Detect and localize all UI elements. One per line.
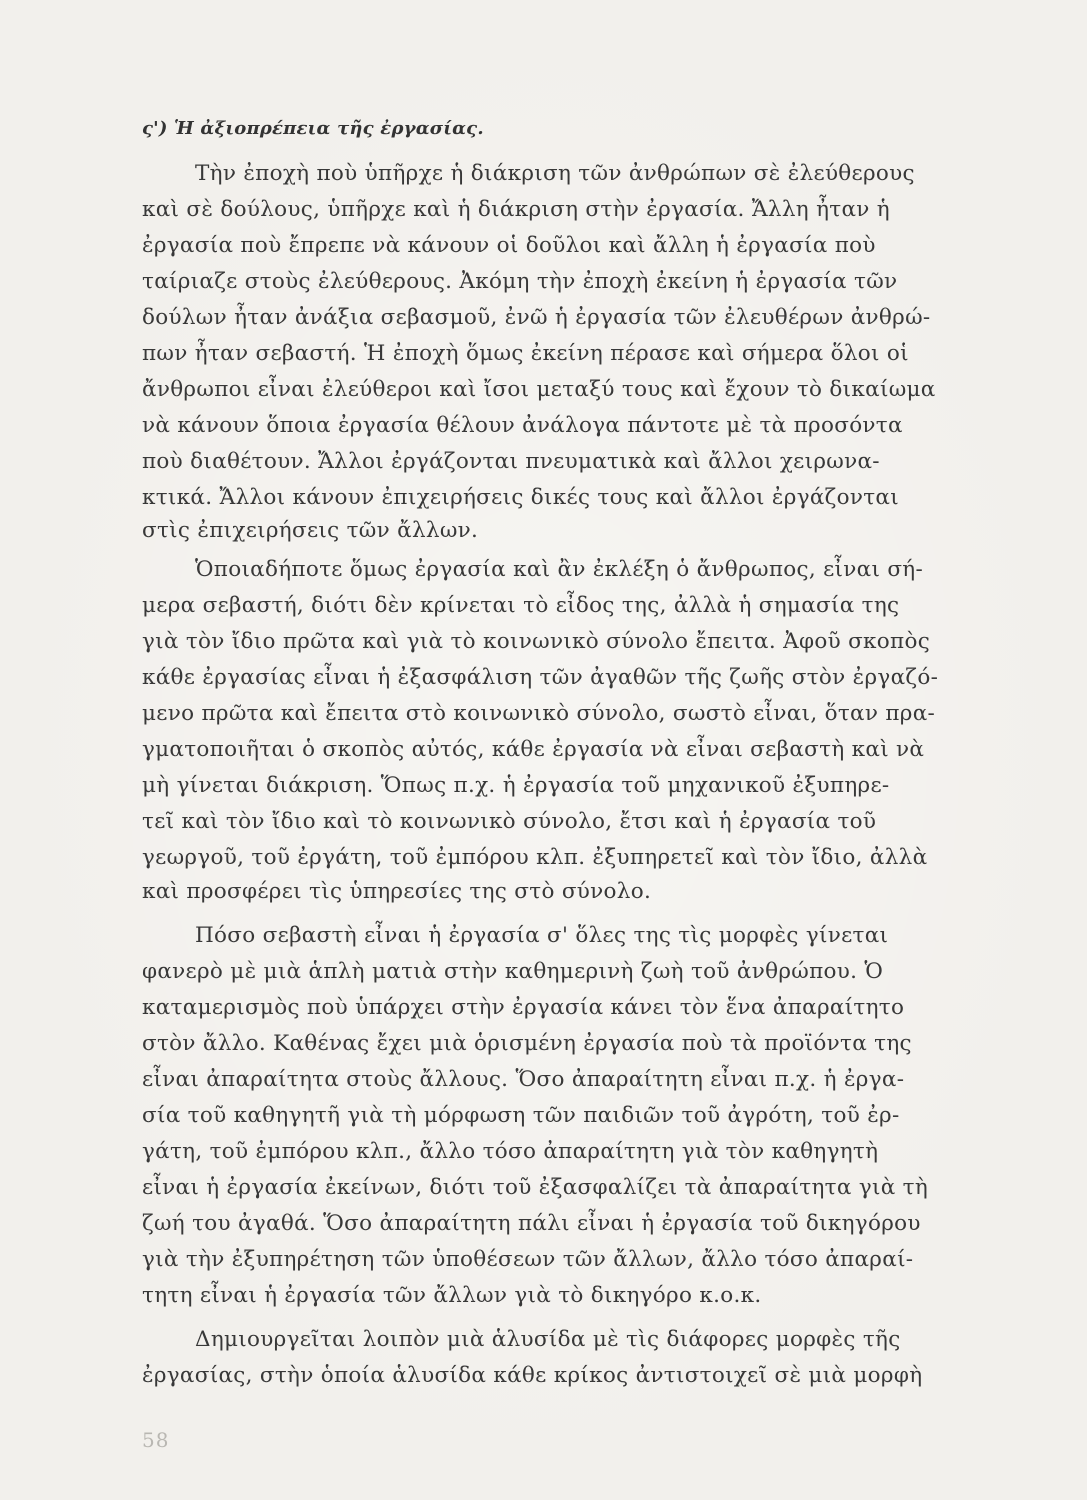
text-line: σία τοῦ καθηγητῆ γιὰ τὴ μόρφωση τῶν παιδιῶν τοῦ ἀγρότη, τοῦ ἐρ-	[142, 1103, 900, 1128]
text-line: ἐργασίας, στὴν ὁποία ἁλυσίδα κάθε κρίκος ἀντιστοιχεῖ σὲ μιὰ μορφὴ	[142, 1363, 923, 1388]
text-line: Τὴν ἐποχὴ ποὺ ὑπῆρχε ἡ διάκριση τῶν ἀνθρώπων σὲ ἐλεύθερους	[195, 161, 915, 186]
text-line: κάθε ἐργασίας εἶναι ἡ ἐξασφάλιση τῶν ἀγαθῶν τῆς ζωῆς στὸν ἐργαζό-	[142, 665, 939, 690]
text-line: ἄνθρωποι εἶναι ἐλεύθεροι καὶ ἴσοι μεταξύ τους καὶ ἔχουν τὸ δικαίωμα	[142, 377, 936, 402]
text-line: Δημιουργεῖται λοιπὸν μιὰ ἁλυσίδα μὲ τὶς διάφορες μορφὲς τῆς	[195, 1327, 901, 1352]
page-number: 58	[142, 1428, 170, 1452]
text-line: ποὺ διαθέτουν. Ἄλλοι ἐργάζονται πνευματικὰ καὶ ἄλλοι χειρωνα-	[142, 449, 880, 474]
text-line: δούλων ἦταν ἀνάξια σεβασμοῦ, ἐνῶ ἡ ἐργασία τῶν ἐλευθέρων ἀνθρώ-	[142, 305, 931, 330]
text-line: τητη εἶναι ἡ ἐργασία τῶν ἄλλων γιὰ τὸ δικηγόρο κ.ο.κ.	[142, 1283, 762, 1308]
text-line: φανερὸ μὲ μιὰ ἁπλὴ ματιὰ στὴν καθημερινὴ ζωὴ τοῦ ἀνθρώπου. Ὁ	[142, 959, 884, 984]
text-line: πων ἦταν σεβαστή. Ἡ ἐποχὴ ὅμως ἐκείνη πέρασε καὶ σήμερα ὅλοι οἱ	[142, 341, 909, 366]
text-line: εἶναι ἡ ἐργασία ἐκείνων, διότι τοῦ ἐξασφαλίζει τὰ ἀπαραίτητα γιὰ τὴ	[142, 1175, 929, 1200]
text-line: μενο πρῶτα καὶ ἔπειτα στὸ κοινωνικὸ σύνολο, σωστὸ εἶναι, ὅταν πρα-	[142, 701, 936, 726]
text-line: γιὰ τὴν ἐξυπηρέτηση τῶν ὑποθέσεων τῶν ἄλλων, ἄλλο τόσο ἀπαραί-	[142, 1247, 914, 1272]
text-line: γιὰ τὸν ἴδιο πρῶτα καὶ γιὰ τὸ κοινωνικὸ σύνολο ἔπειτα. Ἀφοῦ σκοπὸς	[142, 629, 931, 654]
text-line: καταμερισμὸς ποὺ ὑπάρχει στὴν ἐργασία κάνει τὸν ἕνα ἀπαραίτητο	[142, 995, 905, 1020]
text-line: στὸν ἄλλο. Καθένας ἔχει μιὰ ὁρισμένη ἐργασία ποὺ τὰ προϊόντα της	[142, 1031, 912, 1056]
text-line: τεῖ καὶ τὸν ἴδιο καὶ τὸ κοινωνικὸ σύνολο, ἔτσι καὶ ἡ ἐργασία τοῦ	[142, 809, 877, 834]
text-line: νὰ κάνουν ὅποια ἐργασία θέλουν ἀνάλογα πάντοτε μὲ τὰ προσόντα	[142, 413, 903, 438]
text-line: εἶναι ἀπαραίτητα στοὺς ἄλλους. Ὅσο ἀπαραίτητη εἶναι π.χ. ἡ ἐργα-	[142, 1067, 905, 1092]
text-line: ζωή του ἀγαθά. Ὅσο ἀπαραίτητη πάλι εἶναι ἡ ἐργασία τοῦ δικηγόρου	[142, 1211, 921, 1236]
text-line: Ὁποιαδήποτε ὅμως ἐργασία καὶ ἂν ἐκλέξη ὁ ἄνθρωπος, εἶναι σή-	[195, 557, 924, 582]
text-line: μερα σεβαστή, διότι δὲν κρίνεται τὸ εἶδος της, ἀλλὰ ἡ σημασία της	[142, 593, 900, 618]
text-line: ἐργασία ποὺ ἔπρεπε νὰ κάνουν οἱ δοῦλοι καὶ ἄλλη ἡ ἐργασία ποὺ	[142, 233, 876, 258]
text-line: καὶ σὲ δούλους, ὑπῆρχε καὶ ἡ διάκριση στὴν ἐργασία. Ἄλλη ἦταν ἡ	[142, 197, 890, 222]
text-line: μὴ γίνεται διάκριση. Ὅπως π.χ. ἡ ἐργασία τοῦ μηχανικοῦ ἐξυπηρε-	[142, 773, 890, 798]
text-line: στὶς ἐπιχειρήσεις τῶν ἄλλων.	[142, 518, 479, 543]
text-line: Πόσο σεβαστὴ εἶναι ἡ ἐργασία σ' ὅλες της τὶς μορφὲς γίνεται	[195, 923, 889, 948]
text-line: καὶ προσφέρει τὶς ὑπηρεσίες της στὸ σύνολο.	[142, 879, 652, 904]
text-line: γάτη, τοῦ ἐμπόρου κλπ., ἄλλο τόσο ἀπαραίτητη γιὰ τὸν καθηγητὴ	[142, 1139, 879, 1164]
text-line: γεωργοῦ, τοῦ ἐργάτη, τοῦ ἐμπόρου κλπ. ἐξυπηρετεῖ καὶ τὸν ἴδιο, ἀλλὰ	[142, 845, 928, 870]
text-line: γματοποιῆται ὁ σκοπὸς αὐτός, κάθε ἐργασία νὰ εἶναι σεβαστὴ καὶ νὰ	[142, 737, 925, 762]
section-heading: ς') Ἡ ἀξιοπρέπεια τῆς ἐργασίας.	[142, 118, 484, 139]
text-line: κτικά. Ἄλλοι κάνουν ἐπιχειρήσεις δικές τους καὶ ἄλλοι ἐργάζονται	[142, 485, 899, 510]
text-line: ταίριαζε στοὺς ἐλεύθερους. Ἀκόμη τὴν ἐποχὴ ἐκείνη ἡ ἐργασία τῶν	[142, 269, 898, 294]
